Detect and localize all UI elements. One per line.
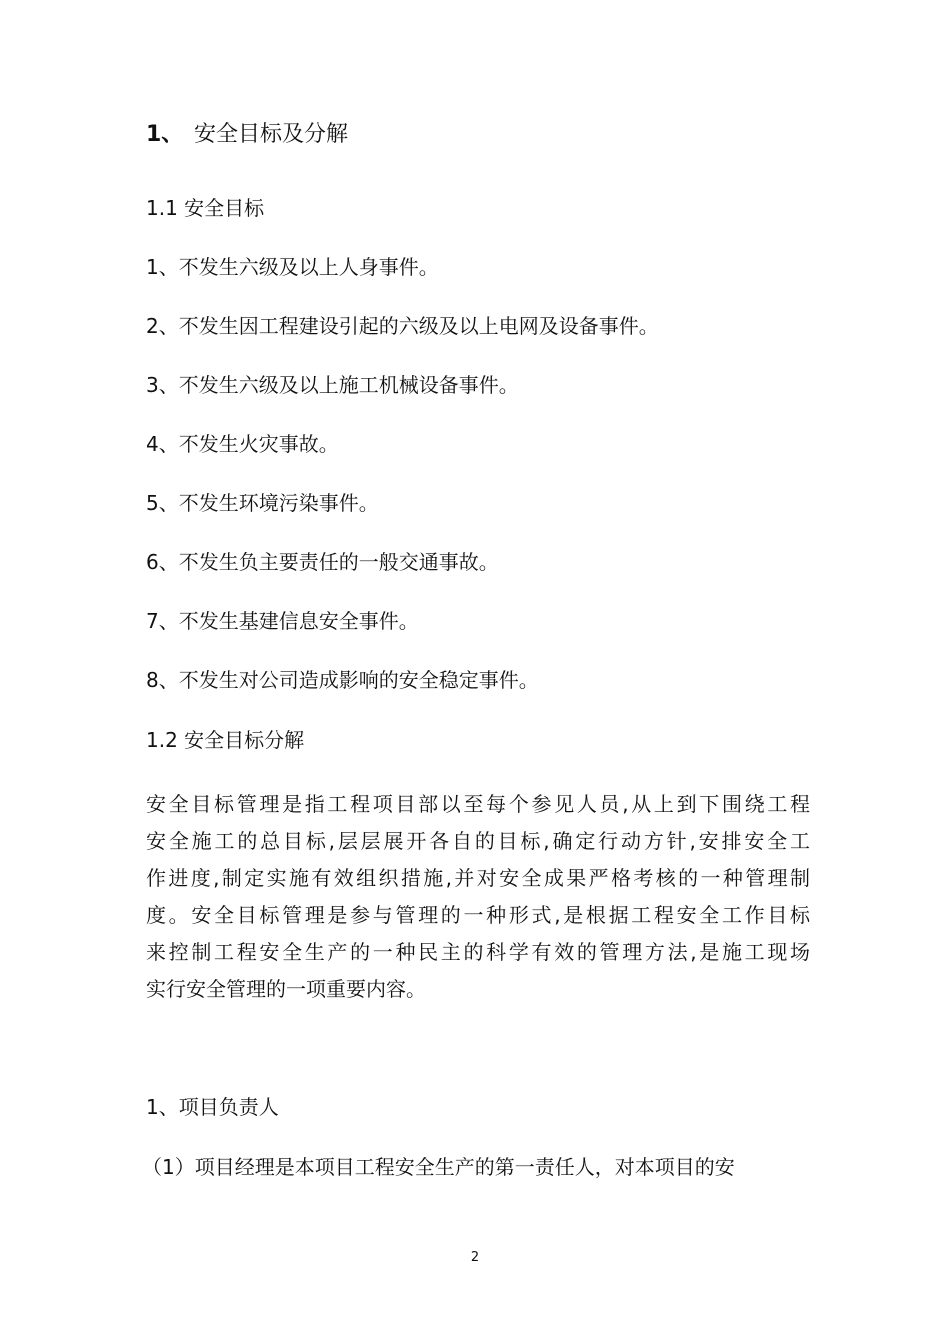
- target-item-2: 2、不发生因工程建设引起的六级及以上电网及设备事件。: [146, 314, 659, 338]
- subsection-heading-1-1: 1.1 安全目标: [146, 196, 265, 220]
- body-paragraph: [146, 786, 810, 1008]
- target-item-1: 1、不发生六级及以上人身事件。: [146, 255, 439, 279]
- section-heading-number: 1、: [146, 122, 184, 147]
- section-heading: [146, 120, 348, 150]
- page-number: 2: [470, 1250, 480, 1265]
- paragraph-line: 来控制工程安全生产的一种民主的科学有效的管理方法,是施工现场: [146, 940, 810, 964]
- list-subitem-1: （1）项目经理是本项目工程安全生产的第一责任人，对本项目的安: [142, 1155, 735, 1179]
- target-item-7: 7、不发生基建信息安全事件。: [146, 609, 419, 633]
- paragraph-line: 实行安全管理的一项重要内容。: [146, 977, 426, 1001]
- paragraph-line: 安全施工的总目标,层层展开各自的目标,确定行动方针,安排安全工: [146, 829, 810, 853]
- target-item-4: 4、不发生火灾事故。: [146, 432, 339, 456]
- target-item-8: 8、不发生对公司造成影响的安全稳定事件。: [146, 668, 539, 692]
- paragraph-line: 作进度,制定实施有效组织措施,并对安全成果严格考核的一种管理制: [146, 866, 810, 890]
- list-item-project-leader: 1、项目负责人: [146, 1095, 279, 1119]
- paragraph-line: 度。安全目标管理是参与管理的一种形式,是根据工程安全工作目标: [146, 903, 810, 927]
- section-heading-title: 安全目标及分解: [194, 122, 349, 147]
- subsection-heading-1-2: 1.2 安全目标分解: [146, 728, 305, 752]
- target-item-3: 3、不发生六级及以上施工机械设备事件。: [146, 373, 519, 397]
- paragraph-line: 安全目标管理是指工程项目部以至每个参见人员,从上到下围绕工程: [146, 792, 810, 816]
- target-item-6: 6、不发生负主要责任的一般交通事故。: [146, 550, 499, 574]
- target-item-5: 5、不发生环境污染事件。: [146, 491, 379, 515]
